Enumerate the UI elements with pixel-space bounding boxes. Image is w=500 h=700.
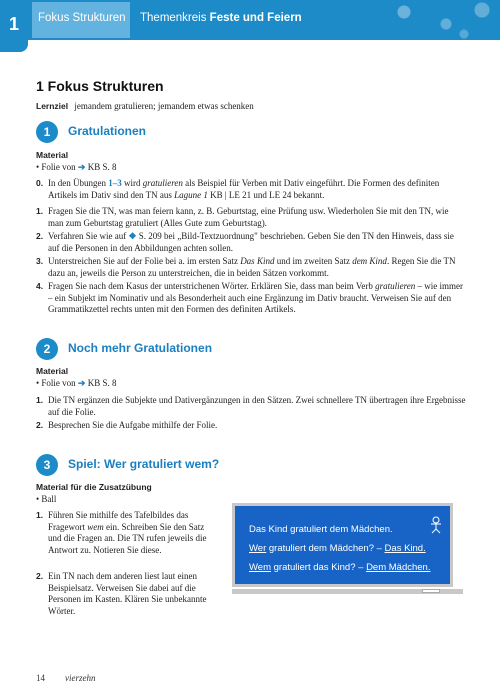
header-themenkreis-topic: Feste und Feiern [209, 12, 302, 24]
section-number: 2 [36, 338, 58, 360]
material-ref: KB S. 8 [85, 162, 117, 172]
board-text: gratuliert das Kind? – [271, 562, 367, 573]
lernziel [36, 101, 254, 111]
instruction-item [36, 420, 466, 432]
section-number: 1 [36, 121, 58, 143]
board-text: gratuliert dem Mädchen? – [266, 543, 385, 554]
header-themenkreis-label: Themenkreis [140, 12, 210, 24]
item-text: Besprechen Sie die Aufgabe mithilfe der Folie. [48, 420, 218, 430]
board-line-3 [249, 562, 430, 573]
item-number: 2. [36, 571, 44, 581]
arrow-icon: ➔ [77, 162, 86, 172]
instruction-item [36, 256, 466, 279]
instruction-item [36, 571, 216, 617]
item-number: 3. [36, 256, 44, 266]
board-question-word: Wer [249, 543, 267, 554]
board-question-word: Wem [249, 562, 271, 573]
item-text: Die TN ergänzen die Subjekte und Dativergänzungen in den Sätzen. Zwei schnellere TN übertragen ihre Ergebnisse auf die Folie. [48, 395, 466, 417]
material-label: Material [36, 366, 69, 376]
item-number: 0. [36, 178, 44, 188]
chalkboard [232, 503, 463, 595]
instruction-item [36, 178, 466, 201]
page-title: 1 Fokus Strukturen [36, 78, 164, 94]
section-number: 3 [36, 454, 58, 476]
instruction-item [36, 281, 466, 316]
item-number: 1. [36, 395, 44, 405]
lernziel-text: jemandem gratulieren; jemandem etwas schenken [74, 101, 254, 111]
lernziel-label: Lernziel [36, 101, 69, 111]
material-ref: KB S. 8 [85, 378, 117, 388]
item-text: Fragen Sie die TN, was man feiern kann, z. B. Geburtstag, eine Prüfung usw. Wiederholen Sie mit den TN, wie man zum Geburtstag gratuliert (Alles Gute zum Geburtstag). [48, 206, 449, 228]
page-number-word: vierzehn [65, 673, 96, 683]
instruction-item [36, 395, 466, 418]
item-number: 2. [36, 420, 44, 430]
item-text: Unterstreichen Sie auf der Folie bei a. im ersten Satz Das Kind und im zweiten Satz dem Kind. Regen Sie die TN dazu an, jeweils die Person zu unterstreichen, die in beiden Sätzen vorkommt. [48, 256, 456, 278]
board-line-1: Das Kind gratuliert dem Mädchen. [249, 524, 393, 535]
chalkboard-surface [232, 503, 453, 587]
stick-figure-icon [429, 516, 443, 534]
instruction-item [36, 206, 466, 229]
page-number: 14 [36, 673, 45, 683]
board-answer: Dem Mädchen. [366, 562, 431, 573]
section-title: Gratulationen [68, 124, 147, 138]
material-item [36, 494, 56, 504]
material-label: Material für die Zusatzübung [36, 482, 152, 492]
item-text: Verfahren Sie wie auf ❖ S. 209 bei „Bild-Textzuordnung" beschrieben. Geben Sie den TN den Hinweis, dass sie auf die Personen in den Abbildungen achten sollen. [48, 231, 454, 253]
board-answer: Das Kind. [384, 543, 426, 554]
item-text: Ein TN nach dem anderen liest laut einen Beispielsatz. Verweisen Sie dabei auf die Personen im Kasten. Klären Sie unbekannte Wörter. [48, 571, 207, 616]
arrow-icon: ➔ [77, 378, 86, 388]
chapter-number: 1 [0, 0, 28, 52]
material-item [36, 162, 116, 173]
material-text: • Ball [36, 494, 57, 504]
header-pattern [380, 0, 500, 40]
instruction-item [36, 231, 466, 254]
item-text: Fragen Sie nach dem Kasus der unterstrichenen Wörter. Erklären Sie, dass man beim Verb gratulieren – wie immer – ein Subjekt im Nominativ und als Besonderheit auch eine Ergänzung im Dativ braucht. Verweisen Sie auf den Grammatikzettel rechts unten mit den Formen des definiten Artikels. [48, 281, 463, 314]
item-number: 2. [36, 231, 44, 241]
header-tab-fokus: Fokus Strukturen [38, 12, 126, 24]
material-label: Material [36, 150, 69, 160]
item-number: 1. [36, 510, 44, 520]
instruction-item [36, 510, 216, 556]
section-title: Noch mehr Gratulationen [68, 341, 213, 355]
material-text: • Folie von [36, 162, 78, 172]
item-text: In den Übungen 1–3 wird gratulieren als Beispiel für Verben mit Dativ eingeführt. Die Formen des definiten Artikels im Dativ sind den TN aus Lagune 1 KB | LE 21 und LE 24 bekannt. [48, 178, 440, 200]
material-text: • Folie von [36, 378, 78, 388]
section-title: Spiel: Wer gratuliert wem? [68, 457, 220, 471]
item-text: Führen Sie mithilfe des Tafelbildes das Fragewort wem ein. Schreiben Sie den Satz und die Fragen an. Die TN rufen jeweils die Antwort zu. Notieren Sie diese. [48, 510, 207, 555]
item-number: 4. [36, 281, 44, 291]
chalk-piece [422, 589, 440, 593]
item-number: 1. [36, 206, 44, 216]
board-line-2 [249, 543, 426, 554]
header-tab-themenkreis [140, 12, 302, 24]
material-item [36, 378, 116, 389]
